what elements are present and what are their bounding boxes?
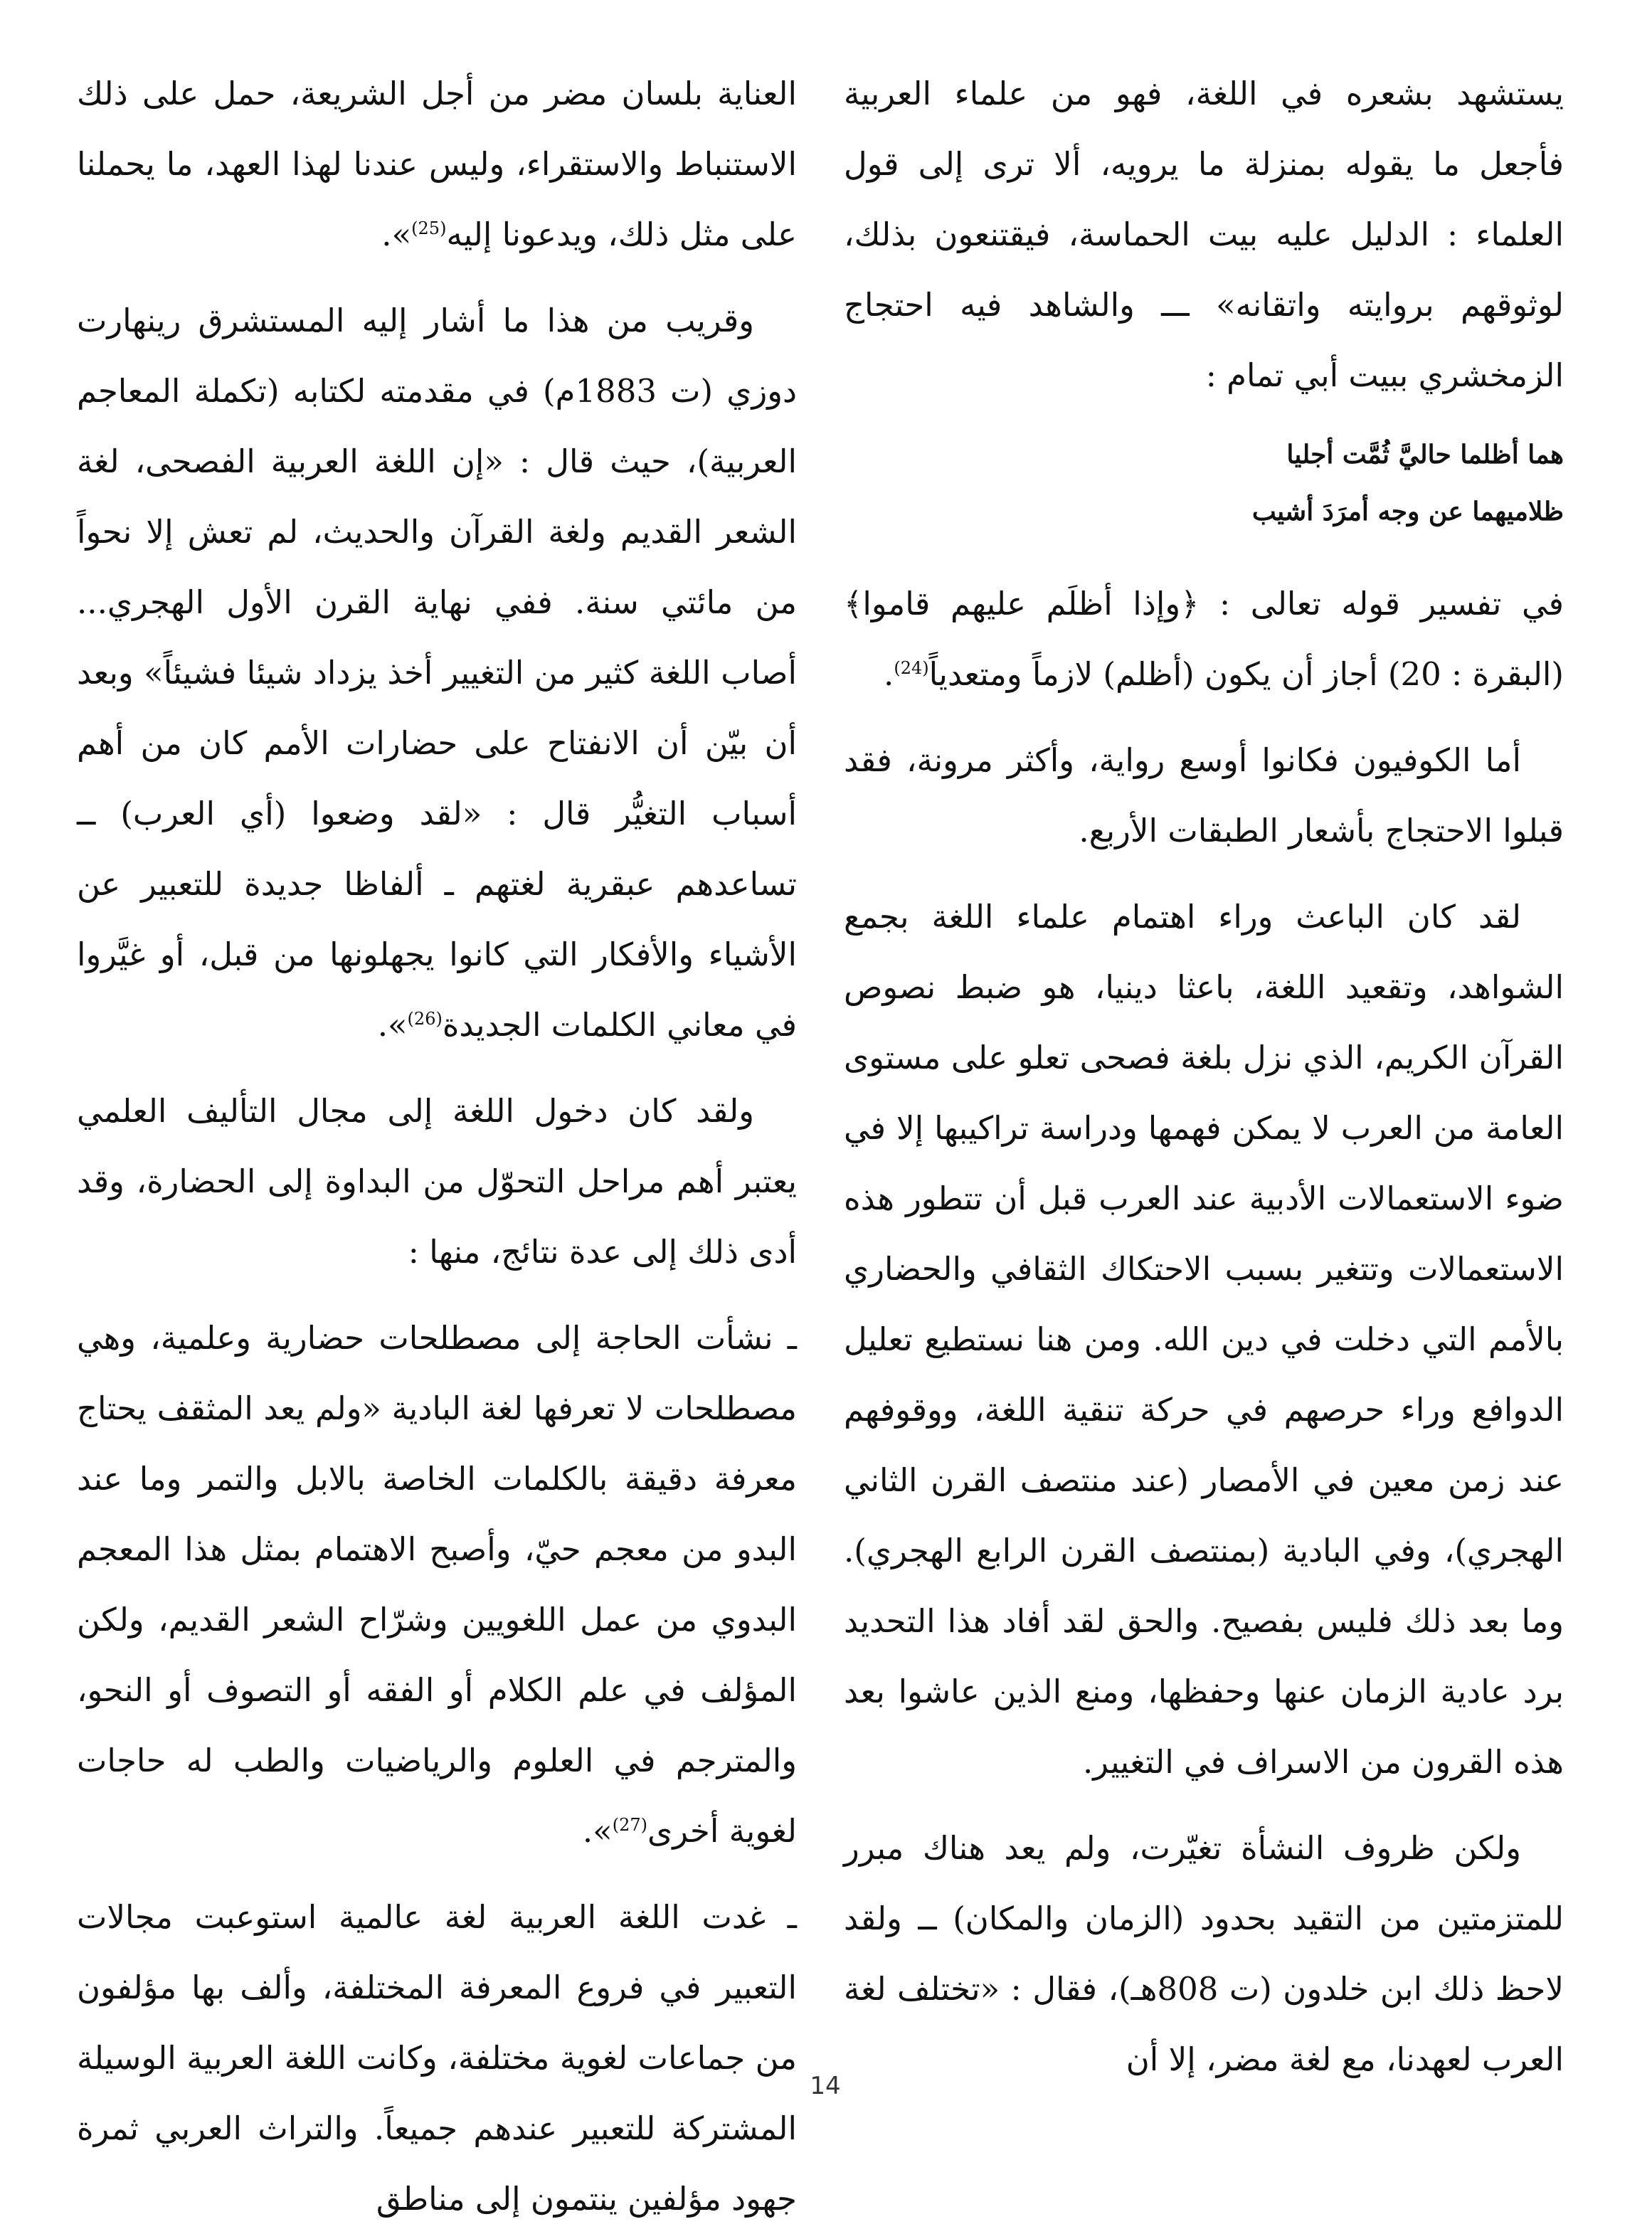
paragraph-text: في تفسير قوله تعالى : ﴿وإذا أظلَم عليهم قاموا﴾ (البقرة : 20) أجاز أن يكون (أظلم) لازماً ومتعدياً	[844, 585, 1564, 693]
footnote-ref: (27)	[612, 1815, 647, 1835]
verse-line: هما أظلما حاليَّ ثُمَّت أجليا	[1286, 440, 1564, 470]
paragraph-text: ».	[377, 1006, 408, 1044]
right-column	[844, 58, 1564, 2078]
footnote-ref: (26)	[407, 1009, 443, 1029]
footnote-ref: (24)	[894, 658, 929, 678]
paragraph-text: ».	[582, 1812, 613, 1850]
paragraph	[77, 1303, 797, 1866]
paragraph: يستشهد بشعره في اللغة، فهو من علماء العربية فأجعل ما يقوله بمنزلة ما يرويه، ألا ترى إلى قول العلماء : الدليل عليه بيت الحماسة، فيقتنعون بذلك، لوثوقهم بروايته واتقانه» ـــ والشاهد فيه احتجاج الزمخشري ببيت أبي تمام :	[844, 75, 1564, 394]
paragraph: ولكن ظروف النشأة تغيّرت، ولم يعد هناك مبرر للمتزمتين من التقيد بحدود (الزمان والمكان) ــ ولقد لاحظ ذلك ابن خلدون (ت 808هـ)، فقال : «تختلف لغة العرب لعهدنا، مع لغة مضر، إلا أن	[844, 1829, 1564, 2078]
paragraph	[844, 568, 1564, 709]
paragraph	[77, 58, 797, 270]
paragraph: ـ غدت اللغة العربية لغة عالمية استوعبت مجالات التعبير في فروع المعرفة المختلفة، وألف بها مؤلفون من جماعات لغوية مختلفة، وكانت اللغة العربية الوسيلة المشتركة للتعبير عندهم جميعاً. والتراث العربي ثمرة جهود مؤلفين ينتمون إلى مناطق	[77, 1898, 797, 2218]
paragraph: أما الكوفيون فكانوا أوسع رواية، وأكثر مرونة، فقد قبلوا الاحتجاج بأشعار الطبقات الأربع.	[844, 741, 1564, 849]
paragraph-text: ».	[381, 216, 412, 253]
paragraph	[77, 285, 797, 1060]
paragraph-text: ـ نشأت الحاجة إلى مصطلحات حضارية وعلمية، وهي مصطلحات لا تعرفها لغة البادية «ولم يعد المثقف يحتاج معرفة دقيقة بالكلمات الخاصة بالابل والتمر وما عند البدو من معجم حيّ، وأصبح الاهتمام بمثل هذا المعجم البدوي من عمل اللغويين وشرّاح الشعر القديم، ولكن المؤلف في علم الكلام أو الفقه أو التصوف أو النحو، والمترجم في العلوم والرياضيات والطب له حاجات لغوية أخرى	[77, 1319, 797, 1850]
verse-line: ظلاميهما عن وجه أمرَدَ أشيب	[1251, 497, 1564, 526]
paragraph-text: .	[884, 655, 894, 693]
paragraph: ولقد كان دخول اللغة إلى مجال التأليف العلمي يعتبر أهم مراحل التحوّل من البداوة إلى الحضارة، وقد أدى ذلك إلى عدة نتائج، منها :	[77, 1092, 797, 1271]
footnote-ref: (25)	[411, 218, 447, 238]
page-number: 14	[810, 2072, 841, 2100]
paragraph: لقد كان الباعث وراء اهتمام علماء اللغة بجمع الشواهد، وتقعيد اللغة، باعثا دينيا، هو ضبط نصوص القرآن الكريم، الذي نزل بلغة فصحى تعلو على مستوى العامة من العرب لا يمكن فهمها ودراسة تراكيبها إلا في ضوء الاستعمالات الأدبية عند العرب قبل أن تتطور هذه الاستعمالات وتتغير بسبب الاحتكاك الثقافي والحضاري بالأمم التي دخلت في دين الله. ومن هنا نستطيع تعليل الدوافع وراء حرصهم في حركة تنقية اللغة، ووقوفهم عند زمن معين في الأمصار (عند منتصف القرن الثاني الهجري)، وفي البادية (بمنتصف القرن الرابع الهجري). وما بعد ذلك فليس بفصيح. والحق لقد أفاد هذا التحديد برد عادية الزمان عنها وحفظها، ومنع الذين عاشوا بعد هذه القرون من الاسراف في التغيير.	[844, 898, 1564, 1781]
paragraph-text: العناية بلسان مضر من أجل الشريعة، حمل على ذلك الاستنباط والاستقراء، وليس عندنا لهذا العهد، ما يحملنا على مثل ذلك، ويدعونا إليه	[77, 75, 797, 253]
left-column	[77, 58, 797, 2218]
paragraph-text: وقريب من هذا ما أشار إليه المستشرق رينهارت دوزي (ت 1883م) في مقدمته لكتابه (تكملة المعاجم العربية)، حيث قال : «إن اللغة العربية الفصحى، لغة الشعر القديم ولغة القرآن والحديث، لم تعش إلا نحواً من مائتي سنة. ففي نهاية القرن الأول الهجري... أصاب اللغة كثير من التغيير أخذ يزداد شيئا فشيئاً» وبعد أن بيّن أن الانفتاح على حضارات الأمم كان من أهم أسباب التغيُّر قال : «لقد وضعوا (أي العرب) ــ تساعدهم عبقرية لغتهم ـ ألفاظا جديدة للتعبير عن الأشياء والأفكار التي كانوا يجهلونها من قبل، أو غيَّروا في معاني الكلمات الجديدة	[77, 302, 797, 1044]
